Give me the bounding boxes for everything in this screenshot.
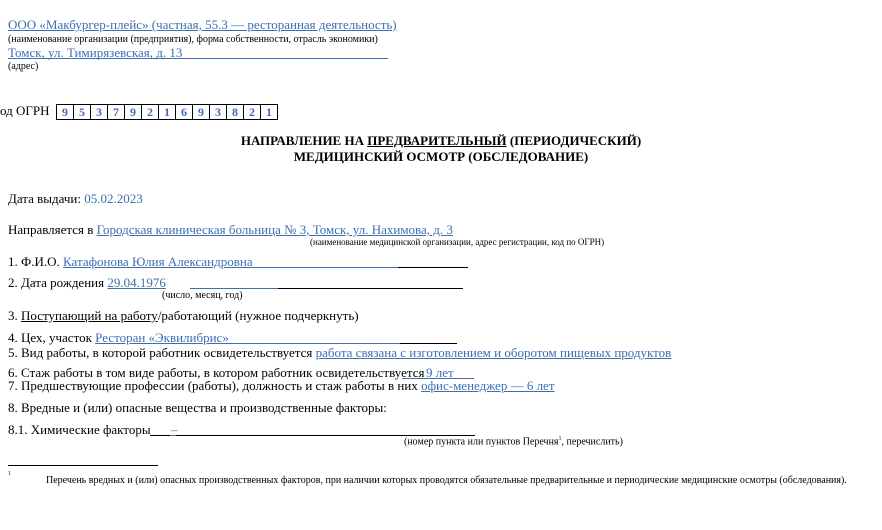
ogrn-digit: 1 [159, 105, 176, 119]
org-name-caption: (наименование организации (предприятия), форма собственности, отрасль экономики) [8, 34, 378, 45]
fio-value: Катафонова Юлия Александровна [63, 254, 253, 269]
fio-row [8, 254, 253, 270]
fio-blank-line [398, 267, 468, 268]
ogrn-digit: 9 [193, 105, 210, 119]
footnote-number: 1 [8, 471, 11, 477]
chem-value: – [171, 422, 178, 437]
issue-date-row [8, 191, 143, 207]
chem-caption-pre: (номер пункта или пунктов Перечня [404, 436, 559, 448]
prev-label: 7. Предшествующие профессии (работы), должность и стаж работы в них [8, 378, 422, 393]
document-title-line2: МЕДИЦИНСКИЙ ОСМОТР (ОБСЛЕДОВАНИЕ) [293, 149, 589, 164]
chem-label: 8.1. Химические факторы [8, 422, 151, 437]
ogrn-digit: 8 [227, 105, 244, 119]
dob-label: 2. Дата рождения [8, 275, 108, 290]
ogrn-digit: 2 [142, 105, 159, 119]
ogrn-digit: 5 [74, 105, 91, 119]
chem-caption-sup: 1 [558, 436, 562, 442]
org-name: ООО «Макбургер-плейс» (частная, 55.3 — ресторанная деятельность) [8, 17, 397, 32]
issue-date-label: Дата выдачи: [8, 191, 85, 206]
ogrn-digit: 6 [176, 105, 193, 119]
address-underline [8, 58, 388, 59]
ogrn-digit: 7 [108, 105, 125, 119]
dob-value: 29.04.1976 [107, 275, 166, 290]
ogrn-digit: 9 [125, 105, 142, 119]
chem-caption-post: , перечислить) [561, 436, 623, 448]
work-row [8, 345, 671, 361]
dept-fill-line [224, 343, 400, 344]
org-address: Томск, ул. Тимирязевская, д. 13 [8, 45, 183, 60]
issue-date-value: 05.02.2023 [84, 191, 143, 206]
address-caption: (адрес) [8, 61, 39, 72]
exp-label: 6. Стаж работы в том виде работы, в котором работник освидетельствуется [8, 365, 425, 380]
direction-label: Направляется в [8, 222, 97, 237]
work-value: работа связана с изготовлением и оборотом пищевых продуктов [315, 345, 672, 360]
chem-row [8, 422, 151, 438]
prev-value: офис-менеджер — 6 лет [421, 378, 555, 393]
exp-value: 9 лет [426, 365, 454, 380]
dept-label: 4. Цех, участок [8, 330, 96, 345]
hazard-heading: 8. Вредные и (или) опасные вещества и производственные факторы: [8, 400, 387, 415]
direction-row [8, 222, 453, 238]
dob-fill-line [190, 288, 278, 289]
dob-blank-line [278, 288, 463, 289]
ogrn-digit: 2 [244, 105, 261, 119]
dob-caption: (число, месяц, год) [162, 290, 243, 301]
status-num: 3. [8, 308, 21, 323]
title-underlined: ПРЕДВАРИТЕЛЬНЫЙ [367, 133, 507, 148]
prev-row [8, 378, 555, 394]
status-underlined: Поступающий на работу [21, 308, 158, 323]
dob-row [8, 275, 166, 291]
status-rest: /работающий (нужное подчеркнуть) [157, 308, 359, 323]
dept-blank-line [400, 343, 457, 344]
fio-fill-line [246, 267, 398, 268]
dept-row [8, 330, 229, 346]
status-row [8, 308, 359, 324]
ogrn-digit: 3 [210, 105, 227, 119]
dept-value: Ресторан «Эквилибрис» [95, 330, 229, 345]
ogrn-digit: 1 [266, 105, 272, 119]
title-pre: НАПРАВЛЕНИЕ НА [240, 133, 368, 148]
direction-caption: (наименование медицинской организации, адрес регистрации, код по ОГРН) [310, 237, 605, 247]
work-label: 5. Вид работы, в которой работник освидетельствуется [8, 345, 316, 360]
footnote-body: Перечень вредных и (или) опасных производственных факторов, при наличии которых проводятся обязательные предварительные и периодические медицинские осмотры (обследования). [46, 475, 847, 486]
document-title-line1 [0, 133, 882, 149]
footnote-text [8, 474, 882, 487]
ogrn-digit: 3 [91, 105, 108, 119]
chem-caption [404, 436, 623, 447]
fio-label: 1. Ф.И.О. [8, 254, 64, 269]
footnote-separator [8, 465, 158, 466]
ogrn-boxes [56, 104, 278, 120]
ogrn-label: од ОГРН [0, 103, 50, 118]
chem-pre-line [150, 435, 170, 436]
title-post: (ПЕРИОДИЧЕСКИЙ) [506, 133, 642, 148]
ogrn-digit: 9 [57, 105, 74, 119]
direction-value: Городская клиническая больница № 3, Томск, ул. Нахимова, д. 3 [96, 222, 453, 237]
